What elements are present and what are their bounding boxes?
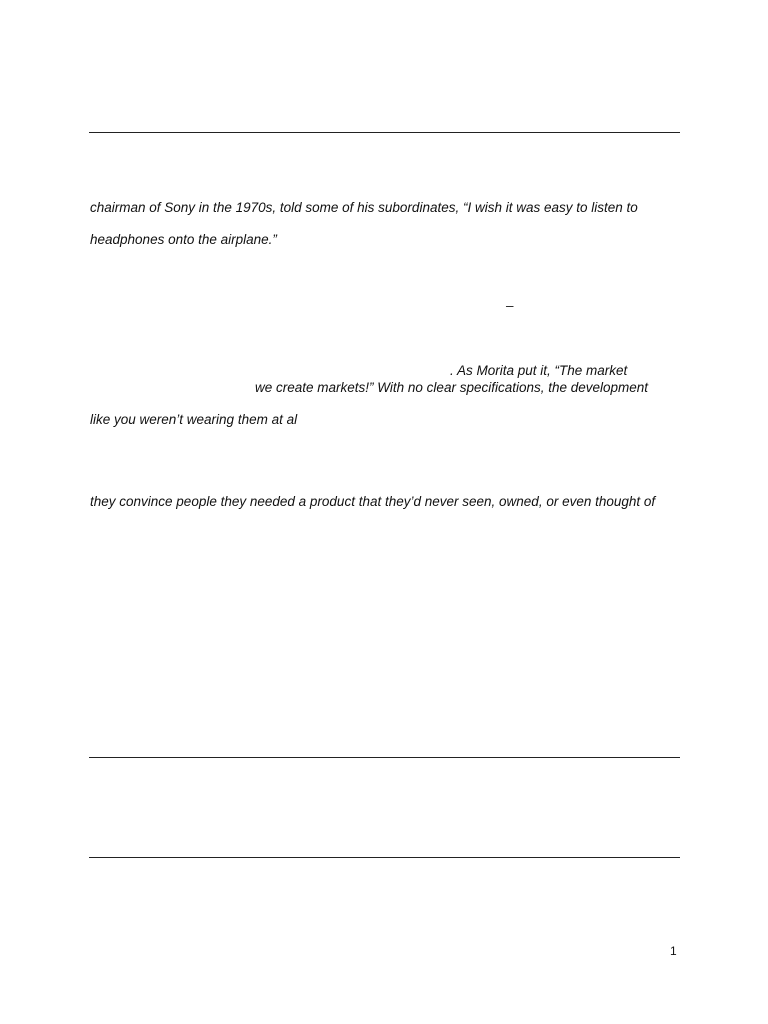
page-number: 1	[670, 944, 677, 958]
text-line-headphones: headphones onto the airplane.”	[90, 232, 277, 247]
text-line-dash: –	[506, 298, 514, 313]
text-line-chairman: chairman of Sony in the 1970s, told some of his subordinates, “I wish it was easy to listen to	[90, 200, 638, 215]
bottom-divider	[89, 857, 680, 858]
text-line-wearing: like you weren’t wearing them at al	[90, 412, 298, 427]
middle-divider	[89, 757, 680, 758]
text-line-morita: . As Morita put it, “The market	[450, 363, 628, 378]
top-divider	[89, 132, 680, 133]
text-line-markets: we create markets!” With no clear specifications, the development	[255, 380, 649, 395]
text-line-convince: they convince people they needed a product that they’d never seen, owned, or even thought of	[90, 494, 656, 509]
